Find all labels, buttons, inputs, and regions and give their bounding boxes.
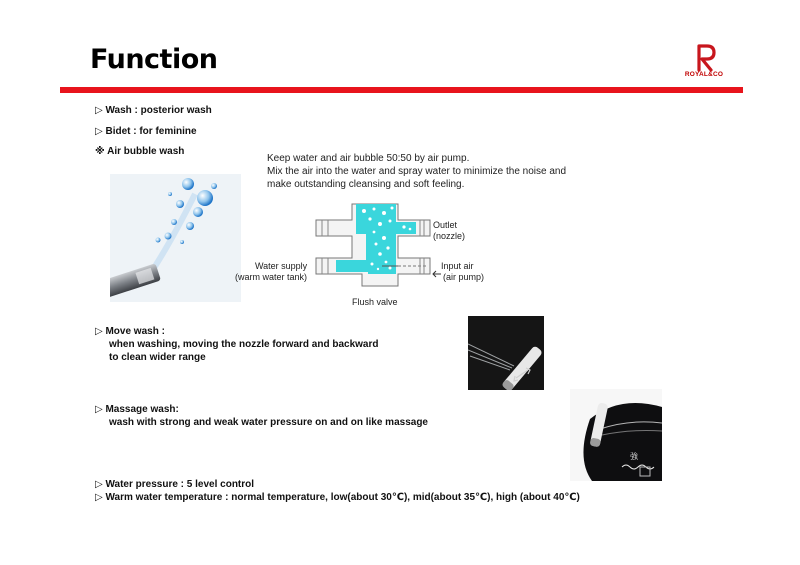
input-air-label-line2: (air pump)	[443, 272, 485, 282]
air-bubble-item: ※ Air bubble wash	[95, 146, 185, 157]
move-wash-line2: to clean wider range	[109, 352, 206, 363]
water-supply-label-line2: (warm water tank)	[235, 272, 308, 282]
water-supply-label-line1: Water supply	[255, 261, 308, 271]
massage-wash-title: ▷ Massage wash:	[95, 404, 179, 415]
water-temperature-item: ▷ Warm water temperature : normal temperature, low(about 30℃), mid(about 35℃), high (about 40℃)	[95, 492, 580, 503]
outlet-label-line2: (nozzle)	[433, 231, 466, 241]
input-air-label-line1: Input air	[441, 261, 474, 271]
header-divider	[60, 87, 743, 93]
move-wash-line1: when washing, moving the nozzle forward and backward	[109, 339, 379, 350]
wash-item: ▷ Wash : posterior wash	[95, 105, 212, 116]
move-wash-title: ▷ Move wash :	[95, 326, 165, 337]
water-pressure-item: ▷ Water pressure : 5 level control	[95, 479, 255, 490]
air-bubble-desc-line3: make outstanding cleansing and soft feeling.	[267, 179, 465, 190]
air-bubble-flow-diagram	[312, 198, 434, 288]
page-title: Function	[90, 44, 218, 75]
logo-text: ROYAL&CO	[684, 71, 724, 78]
air-bubble-desc-line2: Mix the air into the water and spray water to minimize the noise and	[267, 166, 567, 177]
massage-strength-label: 強	[630, 452, 638, 461]
air-bubble-desc-line1: Keep water and air bubble 50:50 by air pump.	[267, 153, 470, 164]
air-bubble-photo	[110, 174, 241, 302]
flush-valve-label: Flush valve	[352, 297, 398, 307]
outlet-label-line1: Outlet	[433, 220, 458, 230]
massage-wash-line1: wash with strong and weak water pressure on and on like massage	[109, 417, 428, 428]
massage-wash-photo	[570, 389, 662, 481]
bidet-item: ▷ Bidet : for feminine	[95, 126, 197, 137]
input-air-arrow-icon	[431, 265, 441, 283]
move-wash-photo	[468, 316, 544, 390]
